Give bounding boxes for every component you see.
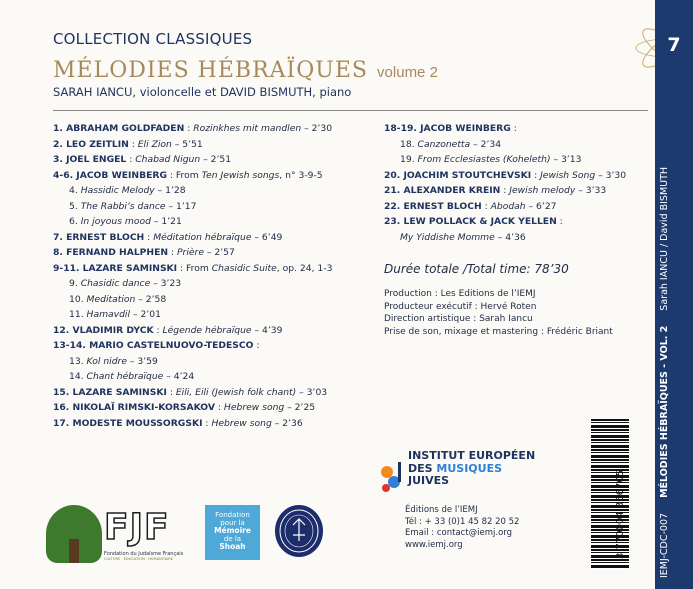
iemj-line2b: MUSIQUES <box>436 461 503 475</box>
track-duration: , op. 24, 1-3 <box>276 262 333 274</box>
track-separator: : <box>184 123 194 134</box>
tracklist-left <box>53 121 383 431</box>
track-duration: – 2’51 <box>200 154 232 165</box>
track-number: 14. <box>69 371 87 382</box>
track-number-composer: 22. ERNEST BLOCH <box>384 200 482 212</box>
track-duration: – 3’59 <box>126 355 158 367</box>
track-duration: – 2’34 <box>470 138 502 150</box>
track-number-composer: 15. LAZARE SAMINSKI <box>53 386 167 398</box>
fms-line: de la <box>223 535 242 543</box>
track-duration: – 2’58 <box>135 293 167 305</box>
track-separator: : <box>253 340 260 351</box>
spine-text <box>659 18 670 578</box>
artists-line: SARAH IANCU, violoncelle et DAVID BISMUTH, piano <box>53 85 352 99</box>
fjf-letters: FJF <box>104 507 170 548</box>
track-separator: : <box>214 402 224 413</box>
track-separator: : <box>481 200 491 212</box>
track-title: Hassidic Melody <box>80 185 155 196</box>
track-title: Eli Zion <box>137 138 172 150</box>
iemj-line1: INSTITUT EUROPÉEN <box>408 449 536 462</box>
track-title: Kol nidre <box>86 355 127 367</box>
track-item <box>384 230 654 246</box>
fms-line <box>205 543 260 551</box>
track-separator: : From <box>177 262 212 274</box>
publisher-name: Éditions de l’IEMJ <box>405 505 478 515</box>
album-title: MÉLODIES HÉBRAÏQUES <box>53 58 368 83</box>
track-title: Ten Jewish songs <box>201 169 280 181</box>
track-title: Abodah <box>490 200 526 212</box>
track-number: 10. <box>69 293 87 305</box>
credit-line: Direction artistique : Sarah Iancu <box>384 314 533 324</box>
track-item <box>53 276 383 292</box>
publisher-contact <box>405 505 519 551</box>
track-number-composer: 7. ERNEST BLOCH <box>53 231 145 243</box>
track-title: Légende hébraïque <box>162 324 252 336</box>
credit-line: Production : Les Editions de l’IEMJ <box>384 289 536 299</box>
track-item <box>384 137 654 153</box>
track-duration: – 2’25 <box>284 402 316 413</box>
track-heading <box>53 385 383 401</box>
track-title: In joyous mood <box>80 216 151 227</box>
track-heading <box>53 416 383 432</box>
iemj-name <box>408 450 548 488</box>
total-time: Durée totale /Total time: 78’30 <box>384 262 569 276</box>
album-title-row <box>53 58 438 83</box>
track-duration: – 4’39 <box>251 324 283 336</box>
spine-title: MÉLODIES HÉBRAÏQUES - VOL. 2 <box>659 325 670 498</box>
track-duration: – 6’49 <box>251 231 283 243</box>
tracklist-right <box>384 121 654 245</box>
track-duration: – 2’01 <box>130 309 161 320</box>
track-number: 18. <box>400 138 418 150</box>
track-title: Jewish melody <box>509 185 576 196</box>
track-duration: – 3’03 <box>296 386 328 398</box>
track-separator: : <box>166 386 176 398</box>
credit-line: Prise de son, mixage et mastering : Frédéric Briant <box>384 326 613 337</box>
track-number-composer: 3. JOEL ENGEL <box>53 154 127 165</box>
publisher-website: www.iemj.org <box>405 539 463 550</box>
collection-label: COLLECTION CLASSIQUES <box>53 30 253 48</box>
track-number-composer: 18-19. JACOB WEINBERG <box>384 123 511 134</box>
track-item <box>384 152 654 168</box>
track-number-composer: 1. ABRAHAM GOLDFADEN <box>53 123 185 134</box>
track-number: 11. <box>69 309 87 320</box>
spine-artists: Sarah IANCU / David BISMUTH <box>659 166 670 311</box>
track-separator: : <box>556 216 563 227</box>
track-title: Meditation <box>86 293 136 305</box>
divider <box>53 110 648 111</box>
track-heading <box>384 183 654 199</box>
track-duration: – 1’28 <box>154 185 186 196</box>
track-item <box>53 214 383 230</box>
track-item <box>53 292 383 308</box>
track-duration: – 3’30 <box>595 169 627 181</box>
track-duration: – 5’51 <box>171 138 203 150</box>
track-title: My Yiddishe Momme <box>400 231 495 243</box>
fms-line <box>205 527 260 535</box>
track-heading <box>53 121 383 137</box>
track-title: Hamavdil <box>86 309 131 320</box>
fms-line-bold: Mémoire <box>214 526 251 535</box>
catalog-code: IEMJ-CDC-007 <box>659 512 670 578</box>
credits <box>384 288 613 338</box>
barcode <box>591 419 648 569</box>
fjf-name: Fondation du Judaïsme Français <box>104 551 184 557</box>
track-title: Chasidic dance <box>80 278 151 289</box>
track-number-composer: 12. VLADIMIR DYCK <box>53 324 154 336</box>
fms-logo <box>205 505 260 560</box>
track-number-composer: 21. ALEXANDER KREIN <box>384 185 501 196</box>
track-duration: – 6’27 <box>525 200 557 212</box>
track-title: Hebrew song <box>211 417 272 429</box>
track-title: Prière <box>177 247 204 258</box>
barcode-number: 3 770004 366705 <box>615 469 626 559</box>
track-heading <box>384 214 654 230</box>
track-heading <box>384 121 654 137</box>
track-number-composer: 2. LEO ZEITLIN <box>53 138 129 150</box>
iemj-line2a: DES <box>408 461 437 475</box>
credit-line: Producteur exécutif : Hervé Roten <box>384 301 537 312</box>
track-duration: – 2’57 <box>203 247 235 258</box>
volume-number: 7 <box>667 34 681 56</box>
track-number-composer: 17. MODESTE MOUSSORGSKI <box>53 417 203 429</box>
track-item <box>53 199 383 215</box>
publisher-email: Email : contact@iemj.org <box>405 528 513 538</box>
track-number-composer: 20. JOACHIM STOUTCHEVSKI <box>384 169 532 181</box>
track-separator: : <box>510 123 517 134</box>
track-title: From Ecclesiastes (Koheleth) <box>417 154 551 165</box>
track-number-composer: 4-6. JACOB WEINBERG <box>53 169 167 181</box>
track-duration: – 4’36 <box>494 231 526 243</box>
track-separator: : <box>531 169 541 181</box>
track-number: 6. <box>69 216 81 227</box>
header <box>53 30 438 99</box>
seal-icon <box>275 505 323 557</box>
track-heading <box>53 168 383 184</box>
track-duration: , n° 3-9-5 <box>279 169 323 181</box>
track-title: Chabad Nigun <box>135 154 201 165</box>
track-title: The Rabbi’s dance <box>80 200 166 212</box>
fms-line: pour la <box>220 519 245 527</box>
track-number-composer: 13-14. MARIO CASTELNUOVO-TEDESCO <box>53 340 254 351</box>
track-separator: : <box>153 324 163 336</box>
track-number: 13. <box>69 355 87 367</box>
track-heading <box>53 137 383 153</box>
track-separator: : <box>500 185 510 196</box>
track-separator: : <box>126 154 136 165</box>
iemj-mark-icon <box>378 460 406 496</box>
publisher-phone: Tél : + 33 (0)1 45 82 20 52 <box>405 516 520 527</box>
track-title: Chant hébraïque <box>86 371 164 382</box>
fjf-logo <box>46 505 194 563</box>
track-heading <box>53 152 383 168</box>
track-duration: – 3’23 <box>150 278 182 289</box>
track-item <box>53 307 383 323</box>
track-duration: – 2’36 <box>271 417 303 429</box>
track-title: Méditation hébraïque <box>153 231 252 243</box>
track-title: Jewish Song <box>540 169 596 181</box>
track-separator: : From <box>166 169 202 181</box>
track-separator: : <box>202 417 212 429</box>
track-item <box>53 354 383 370</box>
track-duration: – 2’30 <box>301 123 333 134</box>
track-heading <box>53 230 383 246</box>
track-duration: – 1’17 <box>165 200 197 212</box>
track-title: Chasidic Suite <box>211 262 277 274</box>
track-heading <box>53 245 383 261</box>
foundation-seal-logo <box>275 505 323 557</box>
track-number-composer: 16. NIKOLAÏ RIMSKI-KORSAKOV <box>53 402 215 413</box>
track-heading <box>53 261 383 277</box>
track-item <box>53 183 383 199</box>
track-heading <box>384 168 654 184</box>
fms-line: Fondation <box>215 511 250 519</box>
track-number: 4. <box>69 185 81 196</box>
track-duration: – 1’21 <box>150 216 182 227</box>
track-heading <box>53 338 383 354</box>
track-number: 9. <box>69 278 81 289</box>
tree-trunk <box>69 539 79 563</box>
track-duration: – 3’13 <box>550 154 582 165</box>
track-title: Rozinkhes mit mandlen <box>193 123 302 134</box>
fjf-tagline: CULTURE · ÉDUCATION · HUMANITAIRE <box>104 557 174 561</box>
track-separator: : <box>128 138 138 150</box>
track-duration: – 4’24 <box>163 371 195 382</box>
spine <box>655 0 693 589</box>
track-number: 5. <box>69 200 81 212</box>
track-title: Hebrew song <box>223 402 285 413</box>
track-number-composer: 8. FERNAND HALPHEN <box>53 247 169 258</box>
track-duration: – 3’33 <box>575 185 607 196</box>
track-item <box>53 369 383 385</box>
fms-line-bold: Shoah <box>219 542 246 551</box>
track-separator: : <box>144 231 154 243</box>
track-title: Eili, Eili (Jewish folk chant) <box>175 386 297 398</box>
track-heading <box>53 400 383 416</box>
volume-label: volume 2 <box>377 64 438 81</box>
iemj-line3: JUIVES <box>408 474 450 487</box>
track-heading <box>384 199 654 215</box>
track-number-composer: 23. LEW POLLACK & JACK YELLEN <box>384 216 557 227</box>
track-separator: : <box>168 247 178 258</box>
track-number-composer: 9-11. LAZARE SAMINSKI <box>53 262 178 274</box>
track-title: Canzonetta <box>417 138 471 150</box>
track-number: 19. <box>400 154 418 165</box>
track-heading <box>53 323 383 339</box>
